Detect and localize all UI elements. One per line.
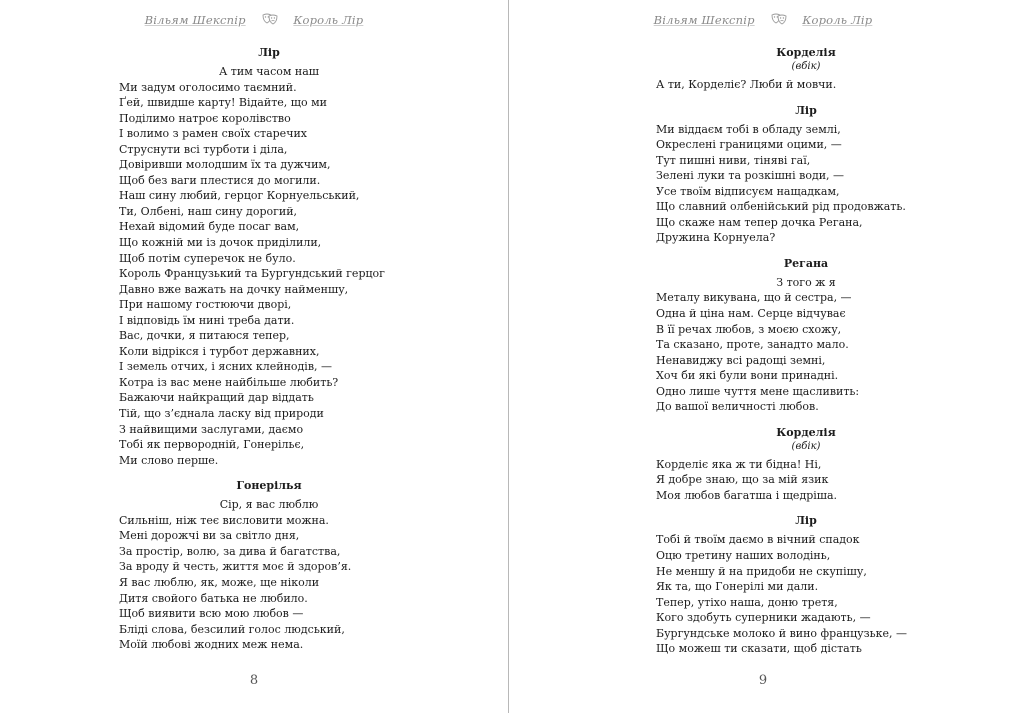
verse-line: За вроду й честь, життя моє й здоров’я. [119,560,352,574]
verse-line: І земель отчих, і ясних клейнодів, — [119,360,333,374]
right-page [509,0,1017,713]
verse-line: Вас, дочки, я питаюся тепер, [119,329,290,343]
speech [119,64,419,468]
verse-line: Я добре знаю, що за мій язик [656,473,829,487]
verse-line: Металу викувана, що й сестра, — [656,291,852,305]
verse-line: Моїй любові жодних меж нема. [119,638,304,652]
verse-line: Щоб потім суперечок не було. [119,251,296,265]
speaker-name: Лір [795,103,817,117]
verse-line: Котра із вас мене найбільше любить? [119,375,339,389]
verse-line: Щоб без ваги плестися до могили. [119,173,321,187]
verse-line: Я вас люблю, як, може, ще ніколи [119,575,320,589]
speaker-name: Гонерілья [236,479,302,493]
verse-line: Моя любов багатша і щедріша. [656,488,838,502]
verse-line: Тут пишні ниви, тіняві гаї, [656,153,811,167]
verse-line: Що славний олбенійський рід продовжать. [656,200,906,214]
verse-line: Корделіє яка ж ти бідна! Ні, [656,457,822,471]
verse-line: Усе твоїм відписуєм нащадкам, [656,184,840,198]
verse-line: З того ж я [776,275,836,289]
verse-line: Дружина Корнуела? [656,231,776,245]
speech [656,457,956,504]
verse-line: З найвищими заслугами, даємо [119,422,304,436]
verse-line: Ми слово перше. [119,453,219,467]
verse-line: Мені дорожчі ви за світло дня, [119,529,300,543]
verse-line: При нашому гостюючи дворі, [119,298,292,312]
verse-line: Щоб виявити всю мою любов — [119,607,304,621]
verse-line: Ненавиджу всі радощі земні, [656,353,826,367]
verse-line: За простір, волю, за дива й багатства, [119,544,341,558]
verse-line: Король Французький та Бургундський герцог [119,267,385,281]
verse-line: Ґей, швидше карту! Відайте, що ми [119,96,328,110]
running-head-author: Вільям Шекспір [144,13,246,27]
verse-line: Довіривши молодшим їх та дужчим, [119,158,331,172]
verse-line: Струснути всі турботи і діла, [119,142,288,156]
running-head-author: Вільям Шекспір [653,13,755,27]
verse-line: Поділимо натроє королівство [119,111,291,125]
speaker-name: Регана [783,256,829,270]
verse-line: А тим часом наш [218,65,320,78]
speech [656,532,956,656]
verse-line: Окреслені границями оцими, — [656,138,842,152]
speaker-name: Корделія [776,425,836,439]
verse-line: Що кожній ми із дочок приділили, [119,236,322,250]
verse-line: Хоч би які були вони принадні. [656,369,839,383]
running-head-title: Король Лір [802,13,873,27]
verse-line: Що скаже нам тепер дочка Регана, [656,215,863,229]
speaker-name: Корделія [776,46,836,59]
verse-line: До вашої величності любов. [656,400,819,414]
speech [656,275,956,415]
verse-line: Оцю третину наших володінь, [656,549,831,563]
page-number: 8 [249,673,259,688]
verse-line: Одна й ціна нам. Серце відчуває [656,307,846,321]
theatre-masks-icon [771,13,787,28]
verse-line: Що можеш ти сказати, щоб дістать [656,642,862,656]
play-text [119,45,419,653]
speaker-name: Лір [795,514,817,528]
speech [656,122,956,246]
verse-line: Кого здобуть суперники жадають, — [656,611,871,625]
verse-line: Ми віддаєм тобі в обладу землі, [656,122,841,136]
verse-line: Бургундське молоко й вино французьке, — [656,626,908,640]
stage-direction: (вбік) [791,440,821,452]
verse-line: Бліді слова, безсилий голос людський, [119,622,345,636]
verse-line: Нехай відомий буде посаг вам, [119,220,300,234]
verse-line: Ти, Олбені, наш сину дорогий, [119,204,298,218]
verse-line: Одно лише чуття мене щасливить: [656,384,860,398]
verse-line: Зелені луки та розкішні води, — [656,169,845,183]
verse-line: Наш сину любий, герцог Корнуельський, [119,189,360,203]
running-head [0,13,508,29]
verse-line: І відповідь їм нині треба дати. [119,313,295,327]
play-text [656,45,956,657]
running-head [509,13,1017,29]
page-number: 9 [758,673,768,688]
verse-line: Давно вже важать на дочку найменшу, [119,282,349,296]
verse-line: Як та, що Гонерілі ми дали. [656,580,819,594]
verse-line: І волимо з рамен своїх старечих [119,127,307,141]
running-head-title: Король Лір [293,13,364,27]
speech [656,77,956,93]
stage-direction: (вбік) [791,61,821,72]
verse-line: Тій, що з’єднала ласку від природи [119,407,324,421]
verse-line: Бажаючи найкращий дар віддать [119,391,314,405]
left-page [0,0,508,713]
verse-line: Дитя свойого батька не любило. [119,591,308,605]
speaker-name: Лір [258,46,280,59]
verse-line: Тобі й твоїм даємо в вічний спадок [656,533,860,547]
verse-line: Тобі як первородній, Гонерільє, [119,438,305,452]
verse-line: Сір, я вас люблю [219,498,319,512]
verse-line: А ти, Корделіє? Люби й мовчи. [656,78,837,91]
verse-line: В її речах любов, з моєю схожу, [656,322,842,336]
verse-line: Тепер, утіхо наша, доню третя, [656,595,838,609]
theatre-masks-icon [262,13,278,28]
verse-line: Сильніш, ніж теє висловити можна. [119,513,329,527]
verse-line: Не меншу й на придоби не скупішу, [656,564,867,578]
verse-line: Коли відрікся і турбот державних, [119,344,320,358]
speech [119,497,419,652]
verse-line: Ми задум оголосимо таємний. [119,80,297,94]
verse-line: Та сказано, проте, занадто мало. [656,338,849,352]
